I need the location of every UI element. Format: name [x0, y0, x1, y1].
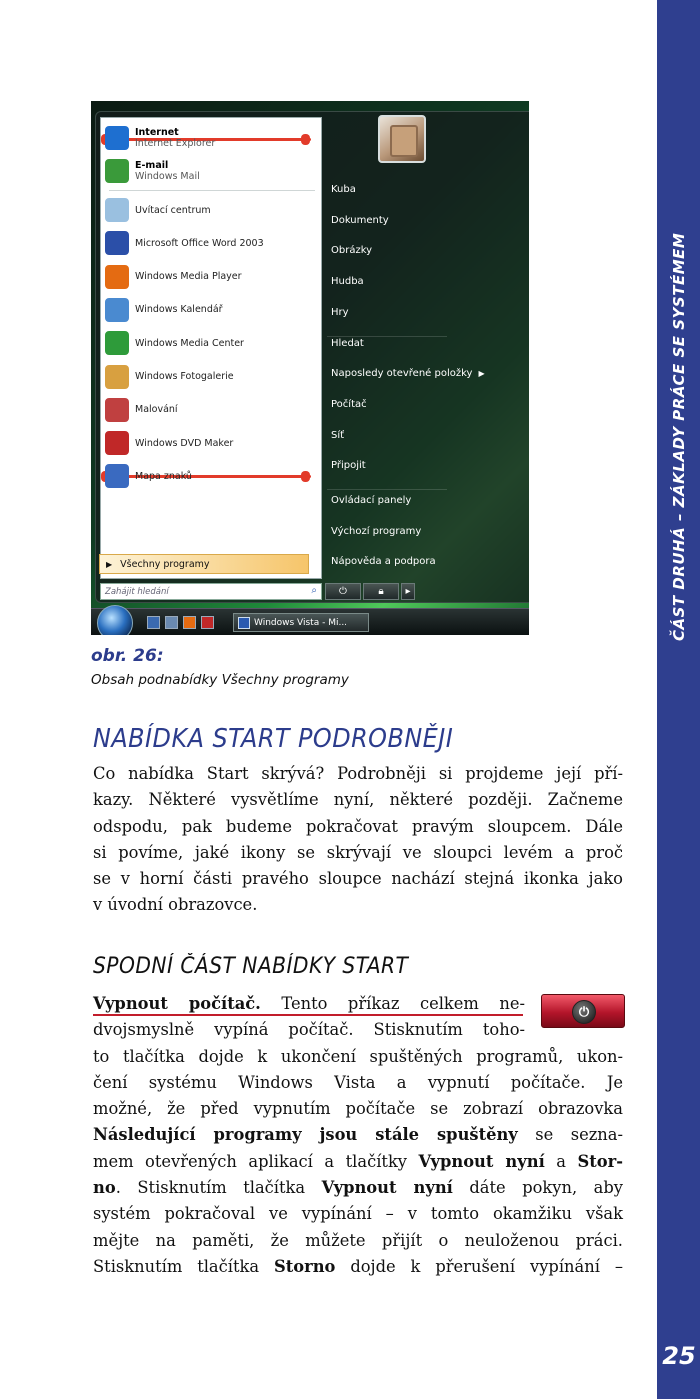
text-line: mějte na paměti, že můžete přijít o neuloženou práci. [93, 1230, 623, 1250]
pinned-item[interactable] [105, 155, 319, 187]
program-item-label: Windows Media Player [135, 271, 242, 283]
right-menu-item[interactable] [331, 526, 421, 537]
character-map-icon [105, 464, 129, 488]
power-button[interactable]: ⏻ [325, 583, 361, 600]
program-item[interactable] [105, 394, 319, 426]
right-menu-item-label: Nápověda a podpora [331, 556, 436, 568]
right-menu-item[interactable] [331, 245, 372, 256]
right-menu-item-label: Kuba [331, 184, 356, 195]
calendar-icon [105, 298, 129, 322]
text-line [93, 1254, 623, 1280]
taskbar [91, 608, 529, 635]
program-item-label: Microsoft Office Word 2003 [135, 237, 264, 249]
pinned-item-subtitle: Windows Mail [135, 171, 200, 182]
program-item[interactable] [105, 460, 319, 492]
switch-windows-icon[interactable] [165, 616, 178, 629]
text-bold: Stor- [577, 1151, 624, 1171]
menu-separator [327, 489, 447, 490]
text-bold: Následující programy jsou stále spuštěny [93, 1125, 518, 1145]
right-menu-item-label: Ovládací panely [331, 495, 412, 506]
text-bold: Storno [274, 1256, 336, 1276]
power-options-arrow-icon[interactable]: ▸ [401, 583, 415, 600]
shutdown-paragraph [93, 991, 623, 1280]
media-center-icon [105, 331, 129, 355]
text-fragment: Stisknutím tlačítka [93, 1256, 260, 1276]
power-icon: ⏻ [572, 1000, 596, 1024]
text-line: čení systému Windows Vista a vypnutí počítače. Je [93, 1072, 623, 1092]
program-item-label: Mapa znaků [135, 470, 192, 482]
right-menu-item-label: Hudba [331, 276, 364, 288]
pinned-item-subtitle: Internet Explorer [135, 138, 216, 149]
text-line: možné, že před vypnutím počítače se zobrazí obrazovka [93, 1099, 623, 1119]
pinned-item-text [135, 127, 215, 149]
show-desktop-icon[interactable] [147, 616, 160, 629]
search-placeholder: Zahájit hledání [105, 586, 169, 597]
program-item[interactable] [105, 327, 319, 359]
paint-icon [105, 398, 129, 422]
text-fragment: a [556, 1151, 566, 1171]
text-line: si povíme, jaké ikony se skrývají ve sloupci levém a proč [93, 842, 623, 862]
search-icon: ⌕ [311, 585, 317, 596]
right-menu-item-label: Hry [331, 306, 349, 318]
text-line: dvojsmyslně vypíná počítač. Stisknutím toho- [93, 1020, 525, 1040]
pinned-item[interactable] [105, 122, 319, 154]
term-shutdown: Vypnout počítač. [93, 994, 261, 1013]
right-menu-item-label: Dokumenty [331, 214, 389, 226]
all-programs-button[interactable] [99, 554, 309, 574]
text-line: v úvodní obrazovce. [93, 895, 258, 915]
taskbar-task-label: Windows Vista - Mi... [254, 617, 348, 628]
right-menu-item[interactable] [331, 184, 356, 195]
right-menu-item[interactable] [331, 495, 411, 506]
right-menu-item[interactable] [331, 307, 349, 318]
text-line: odspodu, pak budeme pokračovat pravým sloupcem. Dále [93, 816, 623, 836]
program-item[interactable] [105, 427, 319, 459]
section-heading: NABÍDKA START PODROBNĚJI [93, 724, 454, 754]
right-menu-item-label: Výchozí programy [331, 525, 422, 537]
text-bold: Vypnout nyní [418, 1151, 545, 1171]
right-menu-item-label: Připojit [331, 460, 366, 472]
taskbar-task-button[interactable] [233, 613, 369, 632]
right-menu-item[interactable] [331, 399, 367, 410]
program-item-label: Uvítací centrum [135, 204, 211, 216]
user-avatar[interactable] [378, 115, 426, 163]
text-bold: no [93, 1178, 116, 1198]
dvd-maker-icon [105, 431, 129, 455]
text-fragment: se sezna- [535, 1125, 623, 1145]
right-menu-item[interactable] [331, 460, 366, 471]
text-line: to tlačítka dojde k ukončení spuštěných programů, ukon- [93, 1046, 623, 1066]
term-underline [93, 1014, 523, 1016]
power-buttons [325, 583, 435, 600]
program-item[interactable] [105, 294, 319, 326]
programs-panel [100, 117, 322, 579]
subsection-heading: SPODNÍ ČÁST NABÍDKY START [93, 954, 409, 979]
program-item-label: Malování [135, 404, 178, 416]
text-line: Co nabídka Start skrývá? Podrobněji si projdeme její pří- [93, 764, 623, 783]
text-line [93, 1122, 623, 1148]
media-player-quicklaunch-icon[interactable] [183, 616, 196, 629]
submenu-arrow-icon: ▶ [478, 369, 485, 379]
right-menu-item[interactable] [331, 338, 364, 349]
menu-separator [327, 336, 447, 337]
right-menu-item[interactable] [331, 556, 436, 567]
menu-separator [109, 190, 315, 191]
all-programs-label: Všechny programy [120, 558, 210, 570]
text-fragment: dojde k přerušení vypínání – [350, 1256, 623, 1276]
text-fragment: dáte pokyn, aby [469, 1178, 623, 1198]
right-menu-item-label: Síť [331, 429, 345, 441]
program-item[interactable] [105, 194, 319, 226]
text-fragment: . Stisknutím tlačítka [115, 1178, 306, 1198]
welcome-center-icon [105, 198, 129, 222]
text-line: kazy. Některé vysvětlíme nyní, některé později. Začneme [93, 790, 623, 810]
text-fragment: mem otevřených aplikací a tlačítky [93, 1151, 408, 1171]
right-menu-item-label: Naposledy otevřené položky [331, 368, 473, 380]
right-menu-item[interactable] [331, 368, 485, 379]
search-input[interactable] [100, 583, 322, 600]
media-player-icon [105, 265, 129, 289]
right-menu-item[interactable] [331, 430, 344, 441]
program-item-label: Windows Media Center [135, 337, 244, 349]
start-orb-icon[interactable] [97, 605, 133, 635]
text-line: systém pokračoval ve vypínání – v tomto okamžiku však [93, 1204, 623, 1224]
internet-explorer-icon [105, 126, 129, 150]
pinned-item-text [135, 160, 200, 182]
word-icon [238, 617, 250, 629]
quicklaunch-icon[interactable] [201, 616, 214, 629]
program-item[interactable] [105, 261, 319, 293]
program-item[interactable] [105, 227, 319, 259]
lock-icon[interactable]: 🔒︎ [363, 583, 399, 600]
text-line [93, 1175, 623, 1201]
figure-caption: Obsah podnabídky Všechny programy [91, 672, 349, 688]
text-line [93, 1149, 623, 1175]
right-menu-item-label: Obrázky [331, 245, 373, 257]
chapter-title: ČÁST DRUHÁ – ZÁKLADY PRÁCE SE SYSTÉMEM [670, 232, 688, 642]
right-menu-item-label: Hledat [331, 337, 364, 349]
triangle-right-icon: ▶ [106, 559, 113, 569]
intro-paragraph [93, 761, 623, 919]
right-menu-item[interactable] [331, 215, 389, 226]
photo-gallery-icon [105, 365, 129, 389]
mail-icon [105, 159, 129, 183]
text-fragment: Tento příkaz celkem ne- [281, 994, 525, 1013]
program-item[interactable] [105, 361, 319, 393]
pinned-item-title: E-mail [135, 160, 169, 171]
page-number: 25 [662, 1342, 696, 1370]
program-item-label: Windows Kalendář [135, 304, 223, 316]
word-icon [105, 231, 129, 255]
pinned-item-title: Internet [135, 127, 179, 138]
right-menu-item-label: Počítač [331, 398, 367, 410]
program-item-label: Windows Fotogalerie [135, 371, 234, 382]
figure-number: obr. 26: [91, 646, 164, 666]
right-menu-item[interactable] [331, 276, 364, 287]
text-line: se v horní části pravého sloupce nachází stejná ikonka jako [93, 869, 623, 889]
start-menu-screenshot [91, 101, 529, 635]
program-item-label: Windows DVD Maker [135, 437, 234, 449]
text-bold: Vypnout nyní [321, 1178, 453, 1198]
